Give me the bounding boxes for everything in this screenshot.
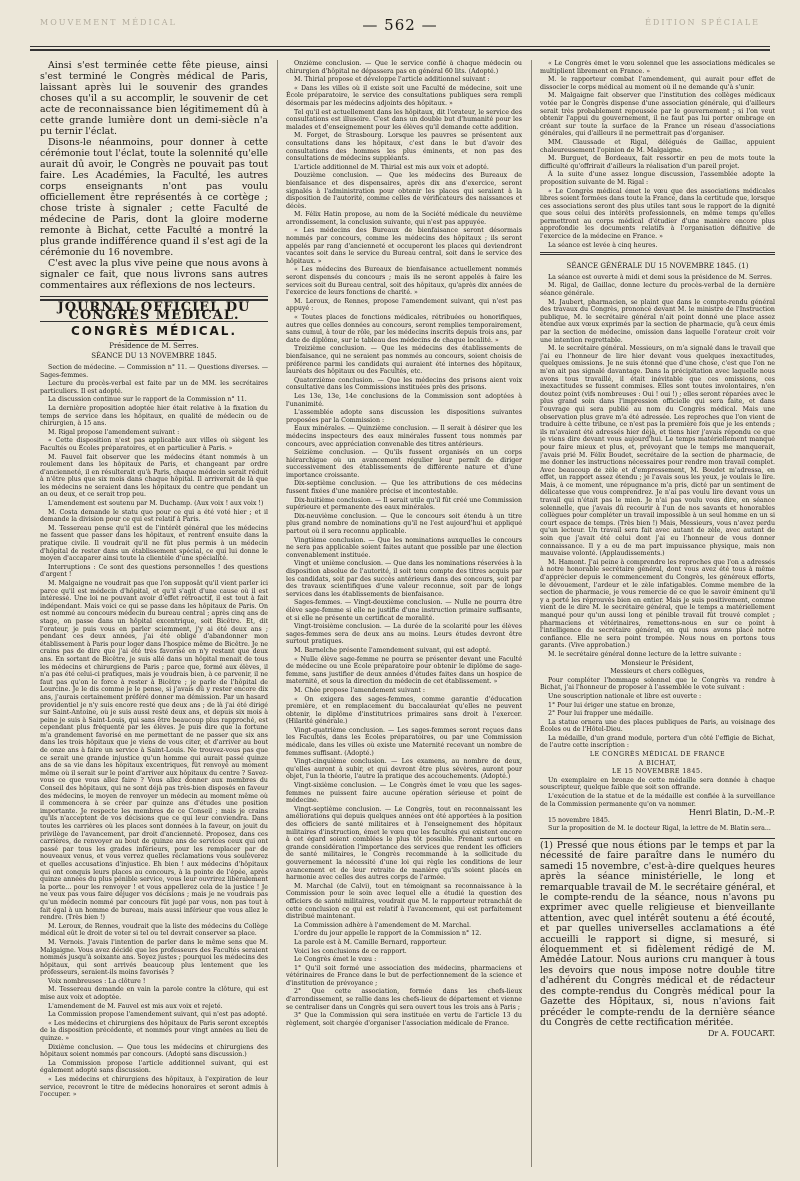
paragraph: L'ordre du jour appelle le rapport de la Commission n° 12.: [294, 930, 482, 938]
paragraph: M. Félix Hatin propose, au nom de la Société médicale du neuvième arrondissement, la conclusion suivante, qui n'est pas appuyée.: [286, 211, 522, 226]
paragraph: Dix-neuvième conclusion. — Que le concours soit étendu à un titre plus grand nombre de nominations qu'il ne l'est aujourd'hui et appliqué partout où il sera reconnu applicable.: [286, 512, 522, 536]
paragraph: M. Rigal, de Gaillac, donne lecture du procès-verbal de la dernière séance générale.: [540, 282, 775, 298]
paragraph: Ainsi s'est terminée cette fête pieuse, ainsi s'est terminé le Congrès médical de Paris, laissant après lui le souvenir des grandes choses qu'il a su accomplir, le souvenir de cet acte de reconnaissance bien légitimement dû à cette grande lumière dont un demi-siècle n'a pu ternir l'éclat.: [40, 60, 268, 137]
paragraph: 2° Pour lui frapper une médaille.: [548, 710, 654, 718]
column-1: [40, 60, 268, 1167]
bichat-closing-section: [40, 60, 268, 291]
paragraph: L'article additionnel de M. Thirial est mis aux voix et adopté.: [294, 163, 489, 171]
footnote-text: (1) Pressé que nous étions par le temps et par la nécessité de faire paraître dans le numéro du samedi 15 novembre, c'est-à-dire quelques heures après la séance ministérielle, le long et remarquable travail de M. le secrétaire général, et le compte-rendu de la séance, nous n'avons pu exprimer avec quelle religieuse et bienveillante attention, avec quel intérêt soutenu a été écouté, et par quelles universelles acclamations a été accueilli le rapport si digne, si mesuré, si éloquemment et si fidèlement rédigé de M. Amédée Latour. Nous aurions cru manquer à tous les devoirs que nous impose notre double titre d'adhérent du Congrès médical et de rédacteur des compte-rendus du Congrès médical pour la Gazette des Hôpitaux, si, nous n'avions fait précéder le compte-rendu de la dernière séance du Congrès de cette rectification méritée.: [540, 841, 775, 1028]
paragraph: 1° Pour lui ériger une statue en bronze,: [548, 701, 675, 709]
paragraph: 3° Que la Commission qui sera instituée en vertu de l'article 13 du règlement, soit chargée d'organiser l'association médicale de France.: [286, 1012, 522, 1027]
section-rule: [540, 252, 775, 255]
paragraph: Eaux minérales. — Quinzième conclusion. — Il serait à désirer que les médecins inspecteurs des eaux minérales fussent tous nommés par concours, avec appréciation convenable des titres antérieurs.: [286, 425, 522, 448]
paragraph: Vingt-sixième conclusion. — Le Congrès émet le vœu que les sages-femmes ne puissent faire aucune opération sérieuse et point de médecine.: [286, 782, 522, 805]
paragraph: « On exigera des sages-femmes, comme garantie d'éducation première, et en remplacement du baccalauréat qu'elles ne peuvent obtenir, le diplôme d'institutrices primaires sans droit à l'exercer. (Hilarité générale.): [286, 695, 522, 726]
paragraph: Tel qu'il est actuellement dans les hôpitaux, dit l'orateur, le service des consultations est illusoire. C'est dans un double but d'humanité pour les malades et d'enseignement pour les élèves qu'il demande cette addition.: [286, 108, 522, 131]
paragraph: M. le secrétaire général donne lecture de la lettre suivante :: [548, 650, 742, 658]
paragraph: M. Hamont. J'ai peine à comprendre les reproches que l'on a adressés à notre honorable secrétaire général, dont vous avez été tous à même d'apprécier depuis le commencement du Congrès, les généreux efforts, le dévouement, l'ardeur et le zèle infatigables. Comme membre de la section de pharmacie, je vous remercie de ce que le savoir éminent qu'il y a porté les réprouvés bien en entier. Mais je suis positivement, comme vient de le dire M. le secrétaire général, que le temps a matériellement manqué pour qu'un aussi long et pénible travail fût trouvé complet ; pharmaciens et vétérinaires, remettons-nous en sur ce point à l'intelligence du secrétaire général, en qui nous avons placé notre confiance. Elle ne sera point trompée. Nous nous en portons tous garants. (Vive approbation.): [540, 558, 775, 650]
paragraph: L'assemblée adopte sans discussion les dispositions suivantes proposées par la Commission :: [286, 409, 522, 424]
paragraph: M. Malgaigne fait observer que l'institution des collèges médicaux votée par le Congrès dispense d'une association générale, qui d'ailleurs serait très probablement repoussée par le gouvernement ; si l'on veut obtenir l'appui du gouvernement, il ne faut pas lui porter ombrage en créant sur toute la surface de la France un réseau d'associations générales, qui d'ailleurs il ne permettrait pas d'organiser.: [540, 92, 775, 138]
paragraph: Dix-septième conclusion. — Que les attributions de ces médecins fussent fixées d'une manière précise et incontestable.: [286, 480, 522, 496]
footnote-rule: [540, 838, 775, 839]
paragraph: MM. Claussade et Rigal, délégués de Gaillac, appuient chaleureusement l'opinion de M. Malgaigne.: [540, 138, 775, 154]
paragraph: M. Jaubert, pharmacien, se plaint que dans le compte-rendu général des travaux du Congrès, prononcé devant M. le ministre de l'Instruction publique, M. le secrétaire général n'ait point donné une place assez étendue aux vœux exprimés par la section de pharmacie, qu'à ceux émis par la section de médecine, omission dans laquelle l'orateur croit voir une intention regrettable.: [540, 298, 775, 344]
paragraph: La séance est ouverte à midi et demi sous la présidence de M. Serres.: [548, 273, 773, 281]
paragraph: Vingt-troisième conclusion. — La durée de la scolarité pour les élèves sages-femmes sera de deux ans au moins. Leurs études devront être surtout pratiques.: [286, 623, 522, 646]
paragraph: La médaille, d'un grand module, portera d'un côté l'effigie de Bichat, de l'autre cette inscription :: [540, 734, 775, 750]
paragraph: « Le Congrès médical émet le vœu que des associations médicales libres soient formées dans toute la France, dans la certitude que, lorsque ces associations seront des plus utiles tant sous le rapport de la dignité que sous celui des intérêts professionnels, en même temps qu'elles permettront au corps médical d'étudier d'une manière encore plus approfondie les documents relatifs à l'organisation définitive de l'exercice de la médecine en France. »: [540, 187, 775, 241]
paragraph: La dernière proposition adoptée hier était relative à la fixation du temps de service dans les hôpitaux, en qualité de médecin ou de chirurgien, à 15 ans.: [40, 404, 268, 428]
paragraph: Treizième conclusion. — Que les médecins des établissements de bienfaisance, qui ne seraient pas nommés au concours, soient choisis de préférence parmi les candidats qui auraient été internes des hôpitaux, lauréats des hôpitaux ou des Facultés, etc.: [286, 345, 522, 376]
paragraph: L'amendement de M. Fauvel est mis aux voix et rejeté.: [48, 1002, 223, 1010]
letter-date: 15 novembre 1845.: [548, 816, 610, 824]
paragraph: La statue ornera une des places publiques de Paris, au voisinage des Écoles ou de l'Hôtel-Dieu.: [540, 718, 775, 734]
inscription-line: A BICHAT,: [638, 759, 677, 767]
paragraph: Interruptions : Ce sont des questions personnelles ! des questions d'argent !: [40, 563, 268, 579]
paragraph: M. Fauvel fait observer que les médecins étant nommés à un roulement dans les hôpitaux de Paris, et changeant par ordre d'ancienneté, il en résulterait qu'à Paris, chaque médecin serait réduit à n'être plus que six mois dans chaque hôpital. Il arriverait de là que les médecins ne seraient dans les hôpitaux du centre que pendant un an ou deux, et ce serait trop peu.: [40, 453, 268, 499]
paragraph: Voix nombreuses : La clôture !: [48, 977, 146, 985]
paragraph: La Commission adhère à l'amendement de M. Marchal.: [294, 921, 471, 929]
section-title: CONGRÈS MÉDICAL.: [70, 324, 238, 339]
medal-inscription: [540, 751, 775, 776]
paragraph: Dix-huitième conclusion. — Il serait utile qu'il fût créé une Commission supérieure et permanente des eaux minérales.: [286, 496, 522, 512]
paragraph: Pour compléter l'hommage solennel que le Congrès va rendre à Bichat, j'ai l'honneur de proposer à l'assemblée le vote suivant :: [540, 676, 775, 692]
column-3: [540, 60, 775, 1167]
footnote: [540, 841, 775, 1040]
paragraph: « Dans les villes où il existe soit une Faculté de médecine, soit une École préparatoire, le service des consultations publiques sera rempli désormais par les médecins adjoints des hôpitaux. »: [286, 84, 522, 107]
paragraph: Vingt-cinquième conclusion. — Les examens, au nombre de deux, qu'elles auront à subir, et qui devront être plus sévères, auront pour objet, l'un la théorie, l'autre la pratique des accouchements. (Adopté.): [286, 758, 522, 781]
seance-title: SÉANCE GÉNÉRALE DU 15 NOVEMBRE 1845. (1): [566, 262, 749, 271]
paragraph: Une souscription nationale et libre est ouverte :: [548, 692, 702, 700]
paragraph: Onzième conclusion. — Que le service confié à chaque médecin ou chirurgien d'hôpital ne dépassera pas en général 60 lits. (Adopté.): [286, 60, 522, 75]
paragraph: « Toutes places de fonctions médicales, rétribuées ou honorifiques, autres que celles données au concours, seront remplies temporairement, sans cumul, à tour de rôle, par les médecins inscrits depuis trois ans, par date de diplôme, sur le tableau des médecins de chaque localité. »: [286, 314, 522, 344]
paragraph: M. Tessereau pense qu'il est de l'intérêt général que les médecins ne fassent que passer dans les hôpitaux, et rentrent ensuite dans la pratique civile. Il voudrait qu'il ne fût plus permis à un médecin d'hôpital de rester dans un établissement spécial, ce qui lui donne le moyen d'accaparer ainsi toute la clientèle d'une spécialité.: [40, 524, 268, 563]
paragraph: Sages-femmes. — Vingt-deuxième conclusion. — Nulle ne pourra être élève sage-femme si elle ne justifie d'une instruction primaire suffisante, et si elle ne présente un certificat de moralité.: [286, 599, 522, 622]
salutation-line: Messieurs et chers collègues,: [610, 668, 705, 676]
paragraph: M. Marchal (de Calvi), tout en témoignant sa reconnaissance à la Commission pour le soin avec lequel elle a étudié la question des officiers de santé militaires, voudrait que M. le rapporteur retranchât de cette conclusion ce qui est relatif à l'avancement, qui est parfaitement distribué maintenant.: [286, 882, 522, 921]
paragraph: M. Forget, de Strasbourg. Lorsque les pauvres se présentent aux consultations dans les hôpitaux, c'est dans le but d'avoir des consultations des hommes les plus éminents, et non pas des consultations de médecins suppléants.: [286, 132, 522, 163]
letter-signature: Henri Blatin, D.-M.-P.: [688, 808, 775, 818]
column-2: [286, 60, 522, 1167]
paragraph: Les 13e, 13e, 14e conclusions de la Commission sont adoptées à l'unanimité.: [286, 392, 522, 408]
page-header: [40, 14, 760, 36]
paragraph: « Les médecins et chirurgiens des hôpitaux, à l'expiration de leur service, recevront le titre de médecins honoraires et seront admis à l'occuper. »: [40, 1076, 268, 1099]
paragraph: Vingt et unième conclusion. — Que dans les nominations réservées à la disposition absolue de l'autorité, il soit tenu compte des titres acquis par les candidats, soit par des succès antérieurs dans des concours, soit par des travaux scientifiques d'une valeur reconnue, soit par de longs services dans les établissements de bienfaisance.: [286, 560, 522, 598]
paragraph: « Les médecins et chirurgiens des hôpitaux de Paris seront exceptés de la disposition précédente, et nommés pour vingt années au lieu de quinze. »: [40, 1019, 268, 1043]
paragraph: Douzième conclusion. — Que les médecins des Bureaux de bienfaisance et des dispensaires, après dix ans d'exercice, seront signalés à l'administration pour obtenir les places qui seraient à la disposition de l'autorité, comme celles de vérificateurs des naissances et décès.: [286, 172, 522, 210]
paragraph: Quatorzième conclusion. — Que les médecins des prisons aient voix consultative dans les Commissions instituées près des prisons.: [286, 376, 522, 392]
bleed-through-text-right: ÉDITION SPÉCIALE: [645, 18, 760, 27]
footnote-signature: Dr A. FOUCART.: [708, 1029, 775, 1039]
paragraph: M. Rigal propose l'amendement suivant :: [48, 428, 180, 436]
section-rule: [40, 296, 268, 297]
paragraph: M. Leroux, de Rennes, voudrait que la liste des médecins du Collège médical eût le droit de voter si tel ou tel devrait conserver sa place.: [40, 922, 268, 938]
paragraph: L'exécution de la statue et de la médaille est confiée à la surveillance de la Commission permanente qu'on va nommer.: [540, 793, 775, 808]
seance-title: SÉANCE DU 13 NOVEMBRE 1845.: [91, 352, 217, 361]
paragraph: Voici les conclusions de ce rapport.: [294, 947, 407, 955]
paragraph: M. le secrétaire général. Messieurs, on m'a signalé dans le travail que j'ai eu l'honneur de lire hier devant vous quelques inexactitudes, quelques omissions. Je ne suis étonné que d'une chose, c'est que l'on ne m'en ait pas signalé davantage. Dans la précipitation avec laquelle nous avons tous travaillé, il était inévitable que ces omissions, ces inexactitudes se fussent commises. Elles sont toutes involontaires, n'en doutez point (vifs nombreuses : Oui ! oui !) ; elles seront réparées avec le plus grand soin dans l'impression officielle qui sera faite, et dans l'ouvrage qui sera publié au nom du Congrès médical. Mais une observation plus grave m'a été adressée. Les reproches que l'on vient de traduire à cette tribune, ce n'est pas la première fois que je les entends ; ils m'avaient été adressés hier déjà, et tiens hier j'avais répondu ce que je viens dire devant vous aujourd'hui. Le temps matériellement manqué pour faire mieux et plus, et, prévoyant que le temps me manquerait, j'avais prié M. Félix Boudet, secrétaire de la section de pharmacie, de me donner les instructions nécessaires pour rendre mon travail complet. Avec beaucoup de zèle et d'empressement, M. Boudet m'adressa, en effet, un rapport assez étendu ; je l'avais sous les yeux, je voulais le lire. Mais, à ce moment, une répugnance m'a pris, dicté par un sentiment de délicatesse que vous comprendrez. Je n'ai pas voulu lire devant vous un travail qui n'était pas le mien. Je n'ai pas voulu vous dire, en séance solennelle, que j'avais dû recourir à l'un de nos savants et honorables collègues pour compléter un travail impossible à un seul homme en un si court espace de temps. (Très bien !) Mais, Messieurs, vous n'avez perdu qu'un lecteur. Un travail sera fait avec autant de zèle, avec autant de soin que j'avait été celui dont j'ai eu l'honneur de vous donner connaissance. Il y a eu de ma part impuissance physique, mais non mauvaise volonté. (Applaudissements.): [540, 345, 775, 558]
paragraph: 2° Que cette association, formée dans les chefs-lieux d'arrondissement, se rallie dans les chefs-lieux de département et vienne se centraliser dans un Congrès qui sera ouvert tous les trois ans à Paris ;: [286, 988, 522, 1011]
paragraph: Disons-le néanmoins, pour donner à cette cérémonie tout l'éclat, toute la solennité qu'elle aurait dû avoir, le Congrès ne pouvait pas tout faire. Les Académies, la Faculté, les autres corps enseignants n'ont pas voulu officiellement être représentés à ce cortège ; chose triste à signaler ; cette Faculté de médecine de Paris, dont la gloire moderne remonte à Bichat, cette Faculté a montré la plus grande indifférence quand il s'est agi de la cérémonie du 16 novembre.: [40, 137, 268, 258]
paragraph: M. Burguet, de Bordeaux, fait ressortir en peu de mots toute la difficulté qu'offrirait d'ailleurs la réalisation d'un pareil projet.: [540, 155, 775, 170]
paragraph: M. Leroux, de Rennes, propose l'amendement suivant, qui n'est pas appuyé :: [286, 297, 522, 313]
paragraph: M. Tessereau demande en vain la parole contre la clôture, qui est mise aux voix et adoptée.: [40, 986, 268, 1002]
letter-salutation: [540, 660, 775, 676]
paragraph: « Les médecins des Bureaux de bienfaisance actuellement nommés seront dispensés du concours ; mais ils ne seront appelés à faire les services soit du Bureau central, soit des hôpitaux, qu'après dix années de l'exercice de leurs fonctions de charité. »: [286, 266, 522, 297]
paragraph: 1° Qu'il soit formé une association des médecins, pharmaciens et vétérinaires de France dans le but de perfectionnement de la science et d'institution de prévoyance ;: [286, 964, 522, 987]
small-rule: [124, 340, 184, 341]
paragraph: Le Congrès émet le vœu :: [294, 956, 377, 964]
paragraph: La discussion continue sur le rapport de la Commission n° 11.: [48, 396, 247, 404]
paragraph: Dixième conclusion. — Que tous les médecins et chirurgiens des hôpitaux soient nommés par concours. (Adopté sans discussion.): [40, 1043, 268, 1059]
paragraph: La Commission propose l'amendement suivant, qui n'est pas adopté.: [48, 1011, 268, 1019]
column-divider: [531, 60, 532, 1167]
paragraph: M. Barnelche présente l'amendement suivant, qui est adopté.: [294, 646, 491, 654]
paragraph: « Nulle élève sage-femme ne pourra se présenter devant une Faculté de médecine ou une École préparatoire pour obtenir le diplôme de sage-femme, sans justifier de deux années d'études faites dans un hospice de maternité, et sous la direction du médecin de cet établissement. »: [286, 655, 522, 686]
paragraph: M. Chée propose l'amendement suivant :: [294, 686, 426, 694]
paragraph: Seizième conclusion. — Qu'ils fussent organisés en un corps hiérarchique où un avancement régulier leur permît de diriger successivement des établissements de différente nature et d'une importance croissante.: [286, 449, 522, 479]
paragraph: La Commission propose l'article additionnel suivant, qui est également adopté sans discussion.: [40, 1059, 268, 1075]
section-subtitle: Section de médecine. — Commission n° 11. — Questions diverses. — Sages-femmes.: [40, 363, 268, 379]
inscription-line: LE 15 NOVEMBRE 1845.: [612, 768, 703, 776]
paragraph: M. Thirial propose et développe l'article additionnel suivant :: [294, 76, 490, 84]
presidence-line: Présidence de M. Serres.: [109, 341, 199, 350]
paragraph: M. Malgaigne ne voudrait pas que l'on supposât qu'il vient parler ici parce qu'il est médecin d'hôpital, et qu'il s'agit d'une cause où il est intéressé. Une loi ne pouvant avoir d'effet rétroactif, il est tout à fait indépendant. Mais voici ce qui se passe dans les hôpitaux de Paris. On est nommé au concours médecin du bureau central ; après cinq ans de stage, on passe dans un hôpital excentrique, soit Bicêtre. Et, dit l'orateur, je puis vous en parler sciemment, j'y ai été deux ans ; pendant ces deux années, j'ai été obligé d'abandonner mon établissement à Paris pour loger dans l'hospice même de Bicêtre. Je ne crains pas de dire que j'ai été très favorisé en n'y restant que deux ans. En sortant de Bicêtre, je suis allé dans un hôpital menait de tous les médecins et chirurgiens de Paris ; parce que, formé aux élèves, il n'a pas été celui-ci pratiques, mais je voudrais bien, à ce parvenir, il ne faut pas qu'on le force à rester à Bicêtre ; je parle de l'hôpital de Lourcine. Je le dis comme je le pense, si j'avais dû y rester encore dix ans, j'aurais certainement préféré donner ma démission. Par un hasard providentiel je n'y suis encore resté que deux ans ; de là j'ai été dirigé sur Saint-Antoine, où je suis aussi resté deux ans, et depuis six mois à peine je suis à Saint-Louis, qui sans être beaucoup plus rapproché, est cependant plus fréquenté par les élèves. Je puis dire que la fortune m'a grandement favorisé en me permettant de ne passer que six ans dans les trois hôpitaux que je viens de vous citer, et d'arriver au bout de onze ans à faire un service à Saint-Louis. Ne trouvez-vous pas que ce serait une grande injustice qu'un homme qui aurait passé quinze ans de sa vie dans les hôpitaux excentriques, fût renvoyé au moment même où il serait sur le point d'arriver aux hôpitaux du centre ? Savez-vous ce que vous allez faire ? Vous allez donner aux membres du Conseil des hôpitaux, qui ne sont déjà pas très-bien disposés en faveur des médecins, le moyen de renvoyer un médecin au moment même où il commencera à se créer par quinze ans d'études une position importante. Je respecte les membres de ce Conseil ; mais je crains qu'ils n'acceptent de vos décisions que ce qui leur conviendra. Dans toutes les carrières où les places sont données à la faveur, on jouit du privilège de l'avancement, par droit d'ancienneté. Proposez, dans ces carrières, de renvoyer au bout de quinze ans de services ceux qui ont passé par tous les grades inférieurs, pour les remplacer par de nouveaux venus, et vous verrez quelles réclamations vous soulèverez et quelles accusations d'injustice. Eh bien ! aux médecins d'hôpitaux qui ont conquis leurs places au concours, à la pointe de l'épée, après quinze années du plus pénible service, vous leur ouvrirez libéralement la porte... pour les renvoyer ! et vous appellerez cela de la justice ! Je ne veux pas vous faire déjuger vos décisions ; mais je ne voudrais pas qu'un médecin nommé par concours fût jugé par vous, non pas tout à fait égal à un homme de bureau, mais aussi inférieur que vous allez le rendre. (Très bien !): [40, 580, 268, 922]
paragraph: M. Vernois. J'avais l'intention de parler dans le même sens que M. Malgaigne. Vous avez décidé que les professeurs des Facultés seraient nommés jusqu'à soixante ans. Soyez justes ; pourquoi les médecins des hôpitaux, qui sont arrivés beaucoup plus lentement que les professeurs, seraient-ils moins favorisés ?: [40, 938, 268, 977]
paragraph: M. le rapporteur combat l'amendement, qui aurait pour effet de dissocier le corps médical au moment où il ne demande qu'à s'unir.: [540, 76, 775, 91]
paragraph: « Cette disposition n'est pas applicable aux villes où siègent les Facultés ou Écoles préparatoires, et en particulier à Paris. »: [40, 437, 268, 452]
paragraph: Vingt-septième conclusion. — Le Congrès, tout en reconnaissant les améliorations qui depuis quelques années ont été apportées à la position des officiers de santé militaires et à l'enseignement des hôpitaux militaires d'instruction, émet le vœu que les facultés qui existent encore à cet égard soient comblées le plus tôt possible. Prenant surtout en grande considération l'importance des services que rendent les officiers de santé militaires, le Congrès recommande à la sollicitude du gouvernement la nécessité d'une loi qui règle les conditions de leur avancement et de leur retraite de manière qu'ils soient placés en harmonie avec celles des autres corps de l'armée.: [286, 805, 522, 882]
paragraph: Vingtième conclusion. — Que les nominations auxquelles le concours ne sera pas applicable soient faites autant que possible par une élection convenablement instituée.: [286, 536, 522, 559]
paragraph: « Les médecins des Bureaux de bienfaisance seront désormais nommés par concours, comme les médecins des hôpitaux ; ils seront appelés par rang d'ancienneté et occuperont les places qui deviendront vacantes soit dans le service du Bureau central, soit dans le service des hôpitaux. »: [286, 227, 522, 265]
masthead: JOURNAL OFFICIEL DU CONGRÈS MÉDICAL.: [40, 299, 268, 322]
paragraph: La parole est à M. Camille Bernard, rapporteur.: [294, 938, 447, 946]
paragraph: Lecture du procès-verbal est faite par un de MM. les secrétaires particuliers. Il est adopté.: [40, 380, 268, 395]
header-rule: [30, 46, 770, 47]
salutation-line: Monsieur le Président,: [621, 659, 694, 667]
paragraph: À la suite d'une assez longue discussion, l'assemblée adopte la proposition suivante de M. Rigal :: [540, 171, 775, 186]
paragraph: Sur la proposition de M. le docteur Rigal, la lettre de M. Blatin sera...: [548, 825, 771, 833]
inscription-line: LE CONGRÈS MÉDICAL DE FRANCE: [589, 751, 726, 759]
paragraph: M. Costa demande le statu quo pour ce qui a été voté hier ; et il demande la division pour ce qui est relatif à Paris.: [40, 508, 268, 524]
paragraph: Un exemplaire en bronze de cette médaille sera donnée à chaque souscripteur, quelque faible que soit son offrande.: [540, 776, 775, 792]
paragraph: La séance est levée à cinq heures.: [548, 241, 658, 249]
paragraph: « Le Congrès émet le vœu solennel que les associations médicales se multiplient librement en France. »: [540, 60, 775, 75]
paragraph: L'amendement est soutenu par M. Duchamp. (Aux voix ! aux voix !): [48, 500, 264, 508]
paragraph: C'est avec la plus vive peine que nous avons à signaler ce fait, que nous livrons sans autres commentaires aux réflexions de nos lecteurs.: [40, 258, 268, 291]
page-number: — 562 —: [362, 16, 438, 34]
paragraph: Vingt-quatrième conclusion. — Les sages-femmes seront reçues dans les Facultés, dans les Écoles préparatoires, ou par une Commission médicale, dans les villes où existe une Maternité recevant un nombre de femmes suffisant. (Adopté.): [286, 726, 522, 757]
column-divider: [277, 60, 278, 1167]
header-rule-thick: [30, 49, 770, 51]
bleed-through-text-left: MOUVEMENT MÉDICAL: [40, 18, 177, 27]
